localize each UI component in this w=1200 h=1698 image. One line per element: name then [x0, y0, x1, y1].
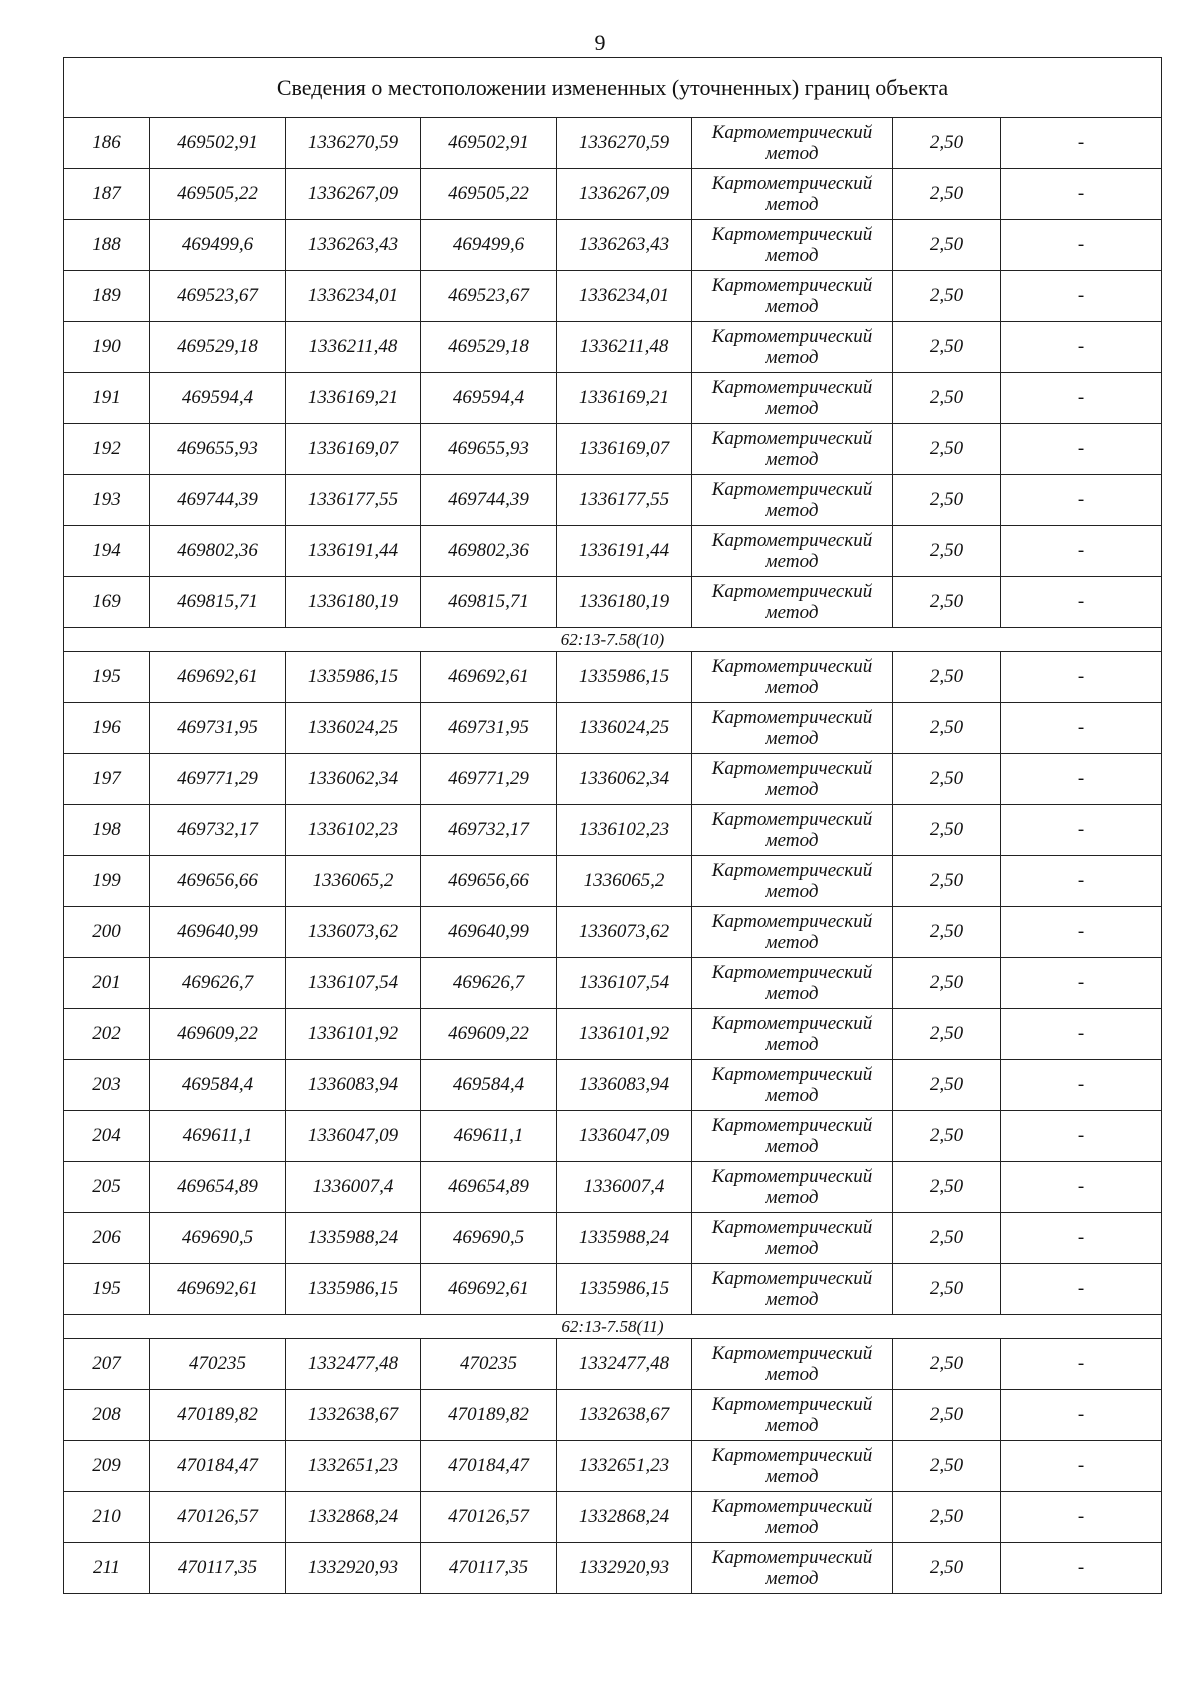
accuracy-cell: 2,50	[893, 856, 1001, 907]
point-number-cell: 204	[64, 1111, 150, 1162]
existing-y-cell: 1336102,23	[286, 805, 421, 856]
accuracy-cell: 2,50	[893, 271, 1001, 322]
table-row	[64, 220, 1162, 271]
existing-x-cell: 469611,1	[150, 1111, 286, 1162]
refined-y-cell: 1335988,24	[557, 1213, 692, 1264]
point-number-cell: 203	[64, 1060, 150, 1111]
refined-x-cell: 469505,22	[421, 169, 557, 220]
refined-y-cell: 1336169,21	[557, 373, 692, 424]
method-cell: Картометрический метод	[692, 526, 893, 577]
existing-x-cell: 469529,18	[150, 322, 286, 373]
refined-y-cell: 1332651,23	[557, 1441, 692, 1492]
method-cell: Картометрический метод	[692, 805, 893, 856]
point-number-cell: 169	[64, 577, 150, 628]
refined-x-cell: 469655,93	[421, 424, 557, 475]
note-cell: -	[1001, 1264, 1162, 1315]
existing-y-cell: 1332638,67	[286, 1390, 421, 1441]
refined-x-cell: 469626,7	[421, 958, 557, 1009]
note-cell: -	[1001, 703, 1162, 754]
note-cell: -	[1001, 1009, 1162, 1060]
refined-y-cell: 1336180,19	[557, 577, 692, 628]
refined-y-cell: 1336047,09	[557, 1111, 692, 1162]
refined-y-cell: 1336073,62	[557, 907, 692, 958]
method-cell: Картометрический метод	[692, 1060, 893, 1111]
refined-x-cell: 469690,5	[421, 1213, 557, 1264]
accuracy-cell: 2,50	[893, 958, 1001, 1009]
note-cell: -	[1001, 958, 1162, 1009]
refined-x-cell: 469692,61	[421, 652, 557, 703]
point-number-cell: 201	[64, 958, 150, 1009]
note-cell: -	[1001, 169, 1162, 220]
existing-x-cell: 469692,61	[150, 652, 286, 703]
refined-x-cell: 469654,89	[421, 1162, 557, 1213]
existing-y-cell: 1336047,09	[286, 1111, 421, 1162]
note-cell: -	[1001, 1111, 1162, 1162]
existing-y-cell: 1336073,62	[286, 907, 421, 958]
refined-y-cell: 1336102,23	[557, 805, 692, 856]
method-cell: Картометрический метод	[692, 907, 893, 958]
existing-y-cell: 1336169,21	[286, 373, 421, 424]
method-cell: Картометрический метод	[692, 1111, 893, 1162]
note-cell: -	[1001, 475, 1162, 526]
accuracy-cell: 2,50	[893, 652, 1001, 703]
table-title: Сведения о местоположении измененных (уточненных) границ объекта	[64, 58, 1162, 118]
existing-x-cell: 469802,36	[150, 526, 286, 577]
accuracy-cell: 2,50	[893, 169, 1001, 220]
table-body	[64, 58, 1162, 1594]
method-cell: Картометрический метод	[692, 1264, 893, 1315]
existing-x-cell: 469744,39	[150, 475, 286, 526]
refined-y-cell: 1336191,44	[557, 526, 692, 577]
point-number-cell: 191	[64, 373, 150, 424]
existing-y-cell: 1336267,09	[286, 169, 421, 220]
refined-y-cell: 1336211,48	[557, 322, 692, 373]
accuracy-cell: 2,50	[893, 577, 1001, 628]
method-cell: Картометрический метод	[692, 1009, 893, 1060]
point-number-cell: 198	[64, 805, 150, 856]
existing-y-cell: 1336234,01	[286, 271, 421, 322]
refined-y-cell: 1335986,15	[557, 652, 692, 703]
accuracy-cell: 2,50	[893, 1390, 1001, 1441]
method-cell: Картометрический метод	[692, 220, 893, 271]
table-row	[64, 1162, 1162, 1213]
note-cell: -	[1001, 1060, 1162, 1111]
method-cell: Картометрический метод	[692, 1492, 893, 1543]
table-row	[64, 754, 1162, 805]
refined-x-cell: 469609,22	[421, 1009, 557, 1060]
existing-y-cell: 1336180,19	[286, 577, 421, 628]
existing-x-cell: 469626,7	[150, 958, 286, 1009]
existing-x-cell: 469692,61	[150, 1264, 286, 1315]
point-number-cell: 206	[64, 1213, 150, 1264]
refined-x-cell: 469744,39	[421, 475, 557, 526]
method-cell: Картометрический метод	[692, 271, 893, 322]
refined-y-cell: 1336107,54	[557, 958, 692, 1009]
existing-y-cell: 1336065,2	[286, 856, 421, 907]
method-cell: Картометрический метод	[692, 118, 893, 169]
method-cell: Картометрический метод	[692, 1339, 893, 1390]
accuracy-cell: 2,50	[893, 475, 1001, 526]
accuracy-cell: 2,50	[893, 220, 1001, 271]
note-cell: -	[1001, 1492, 1162, 1543]
table-row	[64, 271, 1162, 322]
refined-x-cell: 470235	[421, 1339, 557, 1390]
refined-x-cell: 469523,67	[421, 271, 557, 322]
refined-x-cell: 469802,36	[421, 526, 557, 577]
point-number-cell: 207	[64, 1339, 150, 1390]
existing-y-cell: 1336024,25	[286, 703, 421, 754]
accuracy-cell: 2,50	[893, 805, 1001, 856]
point-number-cell: 187	[64, 169, 150, 220]
existing-y-cell: 1336107,54	[286, 958, 421, 1009]
refined-y-cell: 1336024,25	[557, 703, 692, 754]
refined-x-cell: 469584,4	[421, 1060, 557, 1111]
existing-x-cell: 470235	[150, 1339, 286, 1390]
existing-y-cell: 1336101,92	[286, 1009, 421, 1060]
refined-x-cell: 469732,17	[421, 805, 557, 856]
refined-x-cell: 470117,35	[421, 1543, 557, 1594]
accuracy-cell: 2,50	[893, 118, 1001, 169]
accuracy-cell: 2,50	[893, 526, 1001, 577]
note-cell: -	[1001, 1213, 1162, 1264]
method-cell: Картометрический метод	[692, 703, 893, 754]
table-row	[64, 424, 1162, 475]
refined-x-cell: 469656,66	[421, 856, 557, 907]
note-cell: -	[1001, 1441, 1162, 1492]
method-cell: Картометрический метод	[692, 577, 893, 628]
refined-y-cell: 1336169,07	[557, 424, 692, 475]
existing-y-cell: 1332920,93	[286, 1543, 421, 1594]
refined-x-cell: 470189,82	[421, 1390, 557, 1441]
boundary-coordinates-table	[63, 57, 1162, 1594]
existing-y-cell: 1336263,43	[286, 220, 421, 271]
note-cell: -	[1001, 1543, 1162, 1594]
existing-y-cell: 1336270,59	[286, 118, 421, 169]
point-number-cell: 192	[64, 424, 150, 475]
note-cell: -	[1001, 856, 1162, 907]
existing-x-cell: 470184,47	[150, 1441, 286, 1492]
accuracy-cell: 2,50	[893, 373, 1001, 424]
accuracy-cell: 2,50	[893, 424, 1001, 475]
refined-y-cell: 1332868,24	[557, 1492, 692, 1543]
method-cell: Картометрический метод	[692, 373, 893, 424]
existing-x-cell: 469594,4	[150, 373, 286, 424]
existing-y-cell: 1336083,94	[286, 1060, 421, 1111]
refined-x-cell: 469731,95	[421, 703, 557, 754]
table-row	[64, 958, 1162, 1009]
accuracy-cell: 2,50	[893, 1111, 1001, 1162]
refined-x-cell: 469502,91	[421, 118, 557, 169]
note-cell: -	[1001, 322, 1162, 373]
refined-y-cell: 1336267,09	[557, 169, 692, 220]
table-row	[64, 322, 1162, 373]
table-row	[64, 1264, 1162, 1315]
accuracy-cell: 2,50	[893, 1009, 1001, 1060]
table-row	[64, 1492, 1162, 1543]
existing-x-cell: 470189,82	[150, 1390, 286, 1441]
refined-y-cell: 1336062,34	[557, 754, 692, 805]
table-row	[64, 1390, 1162, 1441]
refined-x-cell: 469815,71	[421, 577, 557, 628]
existing-y-cell: 1336191,44	[286, 526, 421, 577]
refined-y-cell: 1335986,15	[557, 1264, 692, 1315]
point-number-cell: 190	[64, 322, 150, 373]
refined-x-cell: 469771,29	[421, 754, 557, 805]
note-cell: -	[1001, 754, 1162, 805]
refined-y-cell: 1336234,01	[557, 271, 692, 322]
note-cell: -	[1001, 526, 1162, 577]
table-row	[64, 856, 1162, 907]
point-number-cell: 195	[64, 652, 150, 703]
table-row	[64, 169, 1162, 220]
point-number-cell: 195	[64, 1264, 150, 1315]
note-cell: -	[1001, 1339, 1162, 1390]
existing-y-cell: 1336007,4	[286, 1162, 421, 1213]
note-cell: -	[1001, 220, 1162, 271]
refined-y-cell: 1332920,93	[557, 1543, 692, 1594]
point-number-cell: 199	[64, 856, 150, 907]
existing-y-cell: 1335988,24	[286, 1213, 421, 1264]
refined-y-cell: 1332638,67	[557, 1390, 692, 1441]
refined-x-cell: 470184,47	[421, 1441, 557, 1492]
refined-x-cell: 469611,1	[421, 1111, 557, 1162]
refined-y-cell: 1336083,94	[557, 1060, 692, 1111]
existing-y-cell: 1336177,55	[286, 475, 421, 526]
accuracy-cell: 2,50	[893, 1339, 1001, 1390]
table-row	[64, 1543, 1162, 1594]
existing-x-cell: 469654,89	[150, 1162, 286, 1213]
point-number-cell: 205	[64, 1162, 150, 1213]
existing-y-cell: 1335986,15	[286, 652, 421, 703]
method-cell: Картометрический метод	[692, 1441, 893, 1492]
existing-x-cell: 469731,95	[150, 703, 286, 754]
method-cell: Картометрический метод	[692, 652, 893, 703]
note-cell: -	[1001, 424, 1162, 475]
refined-x-cell: 469640,99	[421, 907, 557, 958]
existing-x-cell: 469815,71	[150, 577, 286, 628]
existing-y-cell: 1336169,07	[286, 424, 421, 475]
existing-y-cell: 1335986,15	[286, 1264, 421, 1315]
section-header-row	[64, 1315, 1162, 1339]
method-cell: Картометрический метод	[692, 475, 893, 526]
note-cell: -	[1001, 1390, 1162, 1441]
point-number-cell: 186	[64, 118, 150, 169]
point-number-cell: 209	[64, 1441, 150, 1492]
accuracy-cell: 2,50	[893, 322, 1001, 373]
table-row	[64, 577, 1162, 628]
note-cell: -	[1001, 1162, 1162, 1213]
existing-x-cell: 469690,5	[150, 1213, 286, 1264]
point-number-cell: 210	[64, 1492, 150, 1543]
existing-x-cell: 469584,4	[150, 1060, 286, 1111]
refined-y-cell: 1332477,48	[557, 1339, 692, 1390]
existing-y-cell: 1336062,34	[286, 754, 421, 805]
existing-y-cell: 1332868,24	[286, 1492, 421, 1543]
table-row	[64, 805, 1162, 856]
existing-x-cell: 469609,22	[150, 1009, 286, 1060]
refined-x-cell: 469594,4	[421, 373, 557, 424]
refined-y-cell: 1336065,2	[557, 856, 692, 907]
note-cell: -	[1001, 373, 1162, 424]
method-cell: Картометрический метод	[692, 1390, 893, 1441]
accuracy-cell: 2,50	[893, 703, 1001, 754]
table-row	[64, 475, 1162, 526]
existing-x-cell: 469655,93	[150, 424, 286, 475]
note-cell: -	[1001, 118, 1162, 169]
method-cell: Картометрический метод	[692, 169, 893, 220]
section-label: 62:13-7.58(10)	[64, 628, 1162, 652]
accuracy-cell: 2,50	[893, 1492, 1001, 1543]
existing-x-cell: 469523,67	[150, 271, 286, 322]
refined-y-cell: 1336263,43	[557, 220, 692, 271]
refined-x-cell: 469499,6	[421, 220, 557, 271]
point-number-cell: 208	[64, 1390, 150, 1441]
existing-x-cell: 469505,22	[150, 169, 286, 220]
refined-y-cell: 1336270,59	[557, 118, 692, 169]
existing-x-cell: 469640,99	[150, 907, 286, 958]
section-label: 62:13-7.58(11)	[64, 1315, 1162, 1339]
table-row	[64, 703, 1162, 754]
existing-y-cell: 1332477,48	[286, 1339, 421, 1390]
point-number-cell: 189	[64, 271, 150, 322]
table-row	[64, 1441, 1162, 1492]
existing-x-cell: 469656,66	[150, 856, 286, 907]
accuracy-cell: 2,50	[893, 754, 1001, 805]
note-cell: -	[1001, 652, 1162, 703]
accuracy-cell: 2,50	[893, 1213, 1001, 1264]
note-cell: -	[1001, 577, 1162, 628]
table-row	[64, 1111, 1162, 1162]
point-number-cell: 194	[64, 526, 150, 577]
accuracy-cell: 2,50	[893, 1264, 1001, 1315]
table-row	[64, 1009, 1162, 1060]
method-cell: Картометрический метод	[692, 1543, 893, 1594]
method-cell: Картометрический метод	[692, 424, 893, 475]
table-title-row	[64, 58, 1162, 118]
refined-y-cell: 1336101,92	[557, 1009, 692, 1060]
table-row	[64, 652, 1162, 703]
point-number-cell: 196	[64, 703, 150, 754]
table-row	[64, 1339, 1162, 1390]
refined-y-cell: 1336007,4	[557, 1162, 692, 1213]
accuracy-cell: 2,50	[893, 1162, 1001, 1213]
existing-x-cell: 470117,35	[150, 1543, 286, 1594]
table-row	[64, 907, 1162, 958]
refined-x-cell: 469692,61	[421, 1264, 557, 1315]
note-cell: -	[1001, 805, 1162, 856]
existing-x-cell: 470126,57	[150, 1492, 286, 1543]
method-cell: Картометрический метод	[692, 322, 893, 373]
note-cell: -	[1001, 907, 1162, 958]
accuracy-cell: 2,50	[893, 1441, 1001, 1492]
note-cell: -	[1001, 271, 1162, 322]
table-row	[64, 118, 1162, 169]
refined-y-cell: 1336177,55	[557, 475, 692, 526]
refined-x-cell: 469529,18	[421, 322, 557, 373]
table-row	[64, 526, 1162, 577]
table-row	[64, 1213, 1162, 1264]
existing-x-cell: 469502,91	[150, 118, 286, 169]
existing-y-cell: 1332651,23	[286, 1441, 421, 1492]
existing-y-cell: 1336211,48	[286, 322, 421, 373]
accuracy-cell: 2,50	[893, 1543, 1001, 1594]
method-cell: Картометрический метод	[692, 1213, 893, 1264]
point-number-cell: 211	[64, 1543, 150, 1594]
existing-x-cell: 469732,17	[150, 805, 286, 856]
method-cell: Картометрический метод	[692, 1162, 893, 1213]
refined-x-cell: 470126,57	[421, 1492, 557, 1543]
method-cell: Картометрический метод	[692, 856, 893, 907]
table-row	[64, 1060, 1162, 1111]
accuracy-cell: 2,50	[893, 1060, 1001, 1111]
point-number-cell: 193	[64, 475, 150, 526]
point-number-cell: 188	[64, 220, 150, 271]
page-number: 9	[594, 30, 606, 55]
existing-x-cell: 469771,29	[150, 754, 286, 805]
method-cell: Картометрический метод	[692, 754, 893, 805]
method-cell: Картометрический метод	[692, 958, 893, 1009]
point-number-cell: 197	[64, 754, 150, 805]
section-header-row	[64, 628, 1162, 652]
point-number-cell: 202	[64, 1009, 150, 1060]
accuracy-cell: 2,50	[893, 907, 1001, 958]
existing-x-cell: 469499,6	[150, 220, 286, 271]
table-row	[64, 373, 1162, 424]
point-number-cell: 200	[64, 907, 150, 958]
